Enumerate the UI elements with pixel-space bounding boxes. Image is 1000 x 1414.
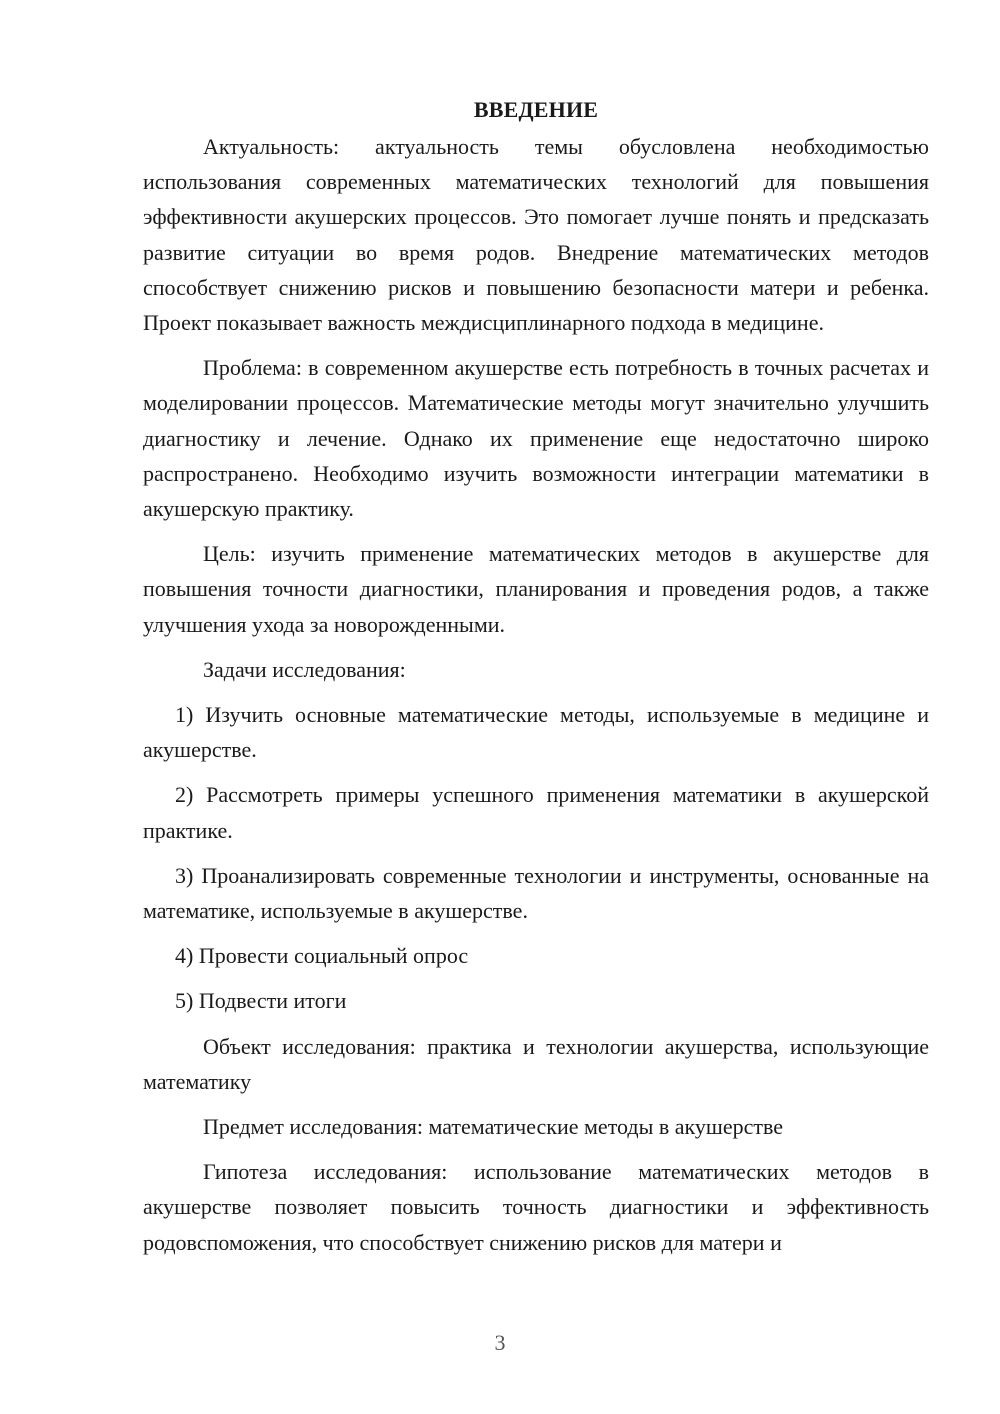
document-page xyxy=(143,92,929,1270)
hypothesis-paragraph: Гипотеза исследования: использование математических методов в акушерстве позволяет повысить точность диагностики и эффективность родовспоможения, что способствует снижению рисков для матери и xyxy=(143,1159,929,1255)
list-item: 4) Провести социальный опрос xyxy=(175,943,469,969)
list-item: 2) Рассмотреть примеры успешного применения математики в акушерской практике. xyxy=(143,782,929,843)
problem-paragraph: Проблема: в современном акушерстве есть потребность в точных расчетах и моделировании процессов. Математические методы могут значительно улучшить диагностику и лечение. Однако их применение еще недостаточно широко распространено. Необходимо изучить возможности интеграции математики в акушерскую практику. xyxy=(143,355,929,522)
tasks-list xyxy=(143,697,929,1019)
tasks-heading: Задачи исследования: xyxy=(203,656,406,682)
list-item: 5) Подвести итоги xyxy=(175,988,347,1014)
list-item: 3) Проанализировать современные технологии и инструменты, основанные на математике, используемые в акушерстве. xyxy=(143,862,929,924)
goal-paragraph: Цель: изучить применение математических методов в акушерстве для повышения точности диагностики, планирования и проведения родов, а также улучшения ухода за новорожденными. xyxy=(143,541,929,637)
list-item: 1) Изучить основные математические методы, используемые в медицине и акушерстве. xyxy=(143,702,929,763)
page-number: 3 xyxy=(494,1330,506,1355)
page-title: ВВЕДЕНИЕ xyxy=(473,97,599,122)
object-paragraph: Объект исследования: практика и технологии акушерства, использующие математику xyxy=(143,1033,929,1094)
relevance-paragraph: Актуальность: актуальность темы обусловлена необходимостью использования современных математических технологий для повышения эффективности акушерских процессов. Это помогает лучше понять и предсказать развитие ситуации во время родов. Внедрение математических методов способствует снижению рисков и повышению безопасности матери и ребенка. Проект показывает важность междисциплинарного подхода в медицине. xyxy=(143,134,929,336)
subject-paragraph: Предмет исследования: математические методы в акушерстве xyxy=(203,1114,784,1140)
